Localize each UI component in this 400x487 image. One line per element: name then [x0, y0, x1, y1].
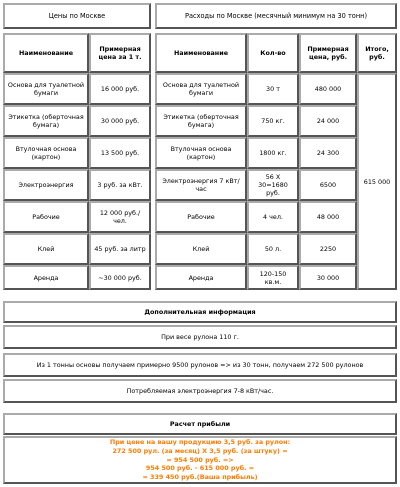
profit-line-4: = 339 450 руб.(Ваша прибыль)	[142, 472, 258, 481]
profit-line-3: 954 500 руб. - 615 000 руб. =	[145, 464, 255, 473]
additional-line-1: Из 1 тонны основы получаем примерно 9500 рулонов => из 30 тонн, получаем 272 500 рулонов	[3, 353, 397, 377]
left-row-2-price: 13 500 руб.	[89, 137, 151, 169]
right-row-4-qty: 4 чел.	[247, 201, 299, 233]
right-row-4-price: 48 000	[299, 201, 357, 233]
right-row-3-name: Электроэнергия 7 кВт/час	[155, 169, 247, 201]
right-row-1-price: 24 000	[299, 105, 357, 137]
right-header-name: Наименование	[155, 33, 247, 73]
right-row-0-price: 480 000	[299, 73, 357, 105]
left-row-1-price: 30 000 руб.	[89, 105, 151, 137]
right-row-2-qty: 1800 кг.	[247, 137, 299, 169]
right-row-0-name: Основа для туалетной бумаги	[155, 73, 247, 105]
left-header-name: Наименование	[3, 33, 89, 73]
right-row-3-qty: 56 Х 30=1680 руб.	[247, 169, 299, 201]
left-row-4-name: Рабочие	[3, 201, 89, 233]
right-row-4-name: Рабочие	[155, 201, 247, 233]
left-row-5-name: Клей	[3, 233, 89, 265]
left-row-5-price: 45 руб. за литр	[89, 233, 151, 265]
left-row-4-price: 12 000 руб./чел.	[89, 201, 151, 233]
additional-line-0: При весе рулона 110 г.	[3, 325, 397, 349]
right-row-2-name: Втулочная основа (картон)	[155, 137, 247, 169]
right-row-5-qty: 50 л.	[247, 233, 299, 265]
profit-calculation	[3, 436, 397, 484]
right-row-3-price: 6500	[299, 169, 357, 201]
right-header-qty: Кол-во	[247, 33, 299, 73]
right-row-6-qty: 120-150 кв.м.	[247, 265, 299, 290]
left-row-1-name: Этикетка (оберточная бумага)	[3, 105, 89, 137]
right-table-caption: Расходы по Москве (месячный минимум на 30 тонн)	[155, 3, 397, 29]
left-table-caption: Цены по Москве	[3, 3, 151, 29]
right-row-2-price: 24 300	[299, 137, 357, 169]
left-row-6-price: ~30 000 руб.	[89, 265, 151, 290]
left-row-3-name: Электроэнергия	[3, 169, 89, 201]
left-row-0-price: 16 000 руб.	[89, 73, 151, 105]
right-row-1-qty: 750 кг.	[247, 105, 299, 137]
left-row-2-name: Втулочная основа (картон)	[3, 137, 89, 169]
left-header-price: Примерная цена за 1 т.	[89, 33, 151, 73]
right-header-price: Примерная цена, руб.	[299, 33, 357, 73]
right-row-5-price: 2250	[299, 233, 357, 265]
right-row-0-qty: 30 т	[247, 73, 299, 105]
profit-line-0: При цене на вашу продукцию 3,5 руб. за рулон:	[109, 438, 291, 447]
left-row-0-name: Основа для туалетной бумаги	[3, 73, 89, 105]
right-row-6-price: 30 000	[299, 265, 357, 290]
profit-line-2: = 954 500 руб. =>	[166, 455, 234, 464]
left-row-6-name: Аренда	[3, 265, 89, 290]
additional-title: Дополнительная информация	[3, 301, 397, 323]
right-row-1-name: Этикетка (оберточная бумага)	[155, 105, 247, 137]
profit-line-1: 272 500 рул. (за месяц) Х 3,5 руб. (за штуку) =	[112, 447, 288, 456]
right-header-total: Итого, руб.	[357, 33, 397, 73]
right-row-6-name: Аренда	[155, 265, 247, 290]
right-row-5-name: Клей	[155, 233, 247, 265]
left-row-3-price: 3 руб. за кВт.	[89, 169, 151, 201]
right-total-cell: 615 000	[357, 73, 397, 290]
profit-title: Расчет прибыли	[3, 413, 397, 435]
additional-line-2: Потребляемая электроэнергия 7-8 кВт/час.	[3, 379, 397, 403]
